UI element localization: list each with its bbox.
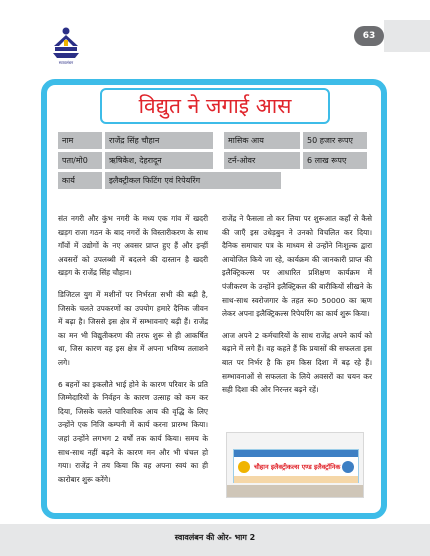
name-label: नाम (58, 132, 102, 149)
banner-logo-icon (238, 461, 250, 473)
left-column (58, 212, 208, 494)
info-row-work (58, 172, 370, 189)
income-label: मासिक आय (224, 132, 300, 149)
photo-ground (227, 485, 364, 498)
paragraph: आज अपने 2 कर्मचारियों के साथ राजेंद्र अपने कार्य को बढ़ाने में लगे हैं। वह कहते हैं कि प्रयासों की सफलता इस बात पर निर्भर है कि हम किस दिशा में बढ़ रहे हैं। सम्भावनाओं से सफलता के लिये अवसरों का चयन कर सही दिशा की ओर निरन्तर बढ़ने रहें। (222, 330, 372, 395)
address-label: पता/मो0 (58, 152, 102, 169)
banner-strip (234, 450, 358, 457)
info-row-name (58, 132, 370, 149)
shop-photo (226, 432, 364, 498)
work-label: कार्य (58, 172, 102, 189)
logo (46, 26, 86, 72)
banner-emblem-icon (342, 461, 354, 473)
banner-bottom-strip (234, 476, 358, 483)
income-value: 50 हजार रूपए (303, 132, 367, 149)
paragraph: संत नगरी और कुंभ नगरी के मध्य एक गांव में खदरी खड़ग राजा गठन के बाद नगरों के विस्तारीकरण के साथ गाँवों में उद्योगों के नए अवसर प्राप्त हुए हैं और इन्हीं अवसरों को उपलब्धी में बदलने की दास्तान है खदरी खड़ग के राजेंद्र सिंह चौहान। (58, 214, 208, 278)
turnover-value: 6 लाख रूपए (303, 152, 367, 169)
page-number: 63 (354, 26, 384, 46)
info-row-address (58, 152, 370, 169)
logo-caption: स्वावलंबन (58, 60, 74, 65)
address-value: ऋषिकेश, देहरादून (105, 152, 213, 169)
paragraph: 6 बहनों का इकलौते भाई होने के कारण परिवार के प्रति जिम्मेदारियों के निर्वहन के कारण उत्साह को कम कर दिया, जिसके चलते पारिवारिक आय की वृद्धि के लिए उन्होंने एक निजि कम्पनी में कार्य करना प्रारम्भ किया। जहां उन्होंने लगभग 2 वर्षों तक कार्य किया। समय के साथ-साथ नहीं बढ़ने के कारण मन और भी चंचल हो गया। राजेंद्र ने तय किया कि वह अपना स्वयं का ही कारोबार शुरू करेंगे। (58, 379, 208, 484)
work-value: इलैक्ट्रीकल फिटिंग एवं रिपेयरिंग (105, 172, 281, 189)
lamp-emblem-icon (51, 26, 81, 60)
shop-banner (233, 449, 359, 483)
profile-table (58, 132, 370, 192)
banner-text: चौहान इलैक्ट्रीकल्स एण्ड इलैक्ट्रॉनिक (254, 463, 341, 471)
paragraph: डिजिटल युग में मशीनों पर निर्भरता सभी की बढ़ी है, जिसके चलते उपकरणों का उपयोग हमारे दैनिक जीवन में बढ़ा है। जिससे इस क्षेत्र में सम्भावनाएं बढ़ी हैं। राजेंद्र का मन भी विद्युतीकरण की तरफ शुरू से ही आकर्षित था, जिस कारण वह इस क्षेत्र में अपना भविष्य तलाशने लगे। (58, 289, 208, 367)
page-tab (384, 20, 430, 52)
turnover-label: टर्न-ओवर (224, 152, 300, 169)
right-column (222, 212, 372, 405)
article-title: विद्युत ने जगाई आस (100, 88, 330, 124)
name-value: राजेंद्र सिंह चौहान (105, 132, 213, 149)
paragraph: राजेंद्र ने फैसला तो कर लिया पर शुरूआत कहाँ से कैसे की जाएँ इस उधेड़बुन ने उनको विचलित कर दिया। दैनिक समाचार पत्र के माध्यम से उन्होंने निःशुल्क द्वारा आयोजित किये जा रहे, कार्यक्रम की जानकारी प्राप्त की इलैक्ट्रिकल्स पर आधारित प्रशिक्षण कार्यक्रम में पंजीकरण के उन्होंने इलैक्ट्रिकल की बारीकियों सीखने के साथ-साथ स्वरोजगार के तहत रू0 50000 का ऋण लेकर अपना इलैक्ट्रिकल्स रिपेयरिंग का कार्य शुरू किया। (222, 214, 372, 319)
footer-text: स्वावलंबन की ओर- भाग 2 (174, 533, 256, 542)
